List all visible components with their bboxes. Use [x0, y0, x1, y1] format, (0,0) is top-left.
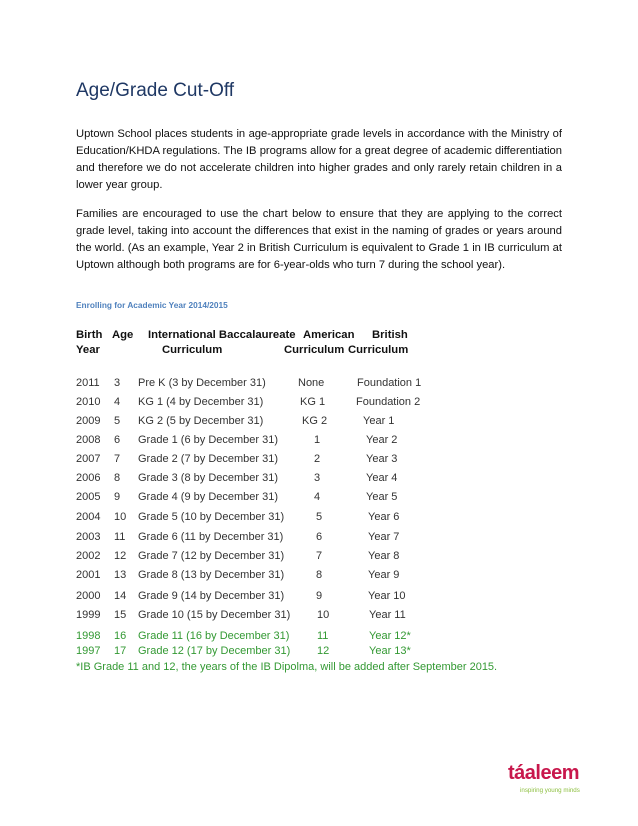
intro-paragraph: Uptown School places students in age-appropriate grade levels in accordance with the Ministry of Education/KHDA regulations. The IB programs allow for a great degree of academic differentiation and therefore we do not accelerate children into higher grades and only rarely retain children in a lower year group.: [76, 128, 562, 191]
cell-british: Year 7: [368, 531, 400, 543]
cell-age: 6: [114, 434, 121, 446]
cell-american: 1: [314, 434, 321, 446]
page-title: Age/Grade Cut-Off: [76, 80, 235, 101]
cell-ib: Grade 7 (12 by December 31): [138, 550, 285, 562]
cell-american: 2: [314, 453, 321, 465]
cell-american: 5: [316, 511, 323, 523]
cell-ib: KG 2 (5 by December 31): [138, 415, 264, 427]
cell-american: 9: [316, 590, 323, 602]
cell-birth-year: 2011: [76, 377, 100, 389]
cell-age: 16: [114, 630, 127, 642]
cell-birth-year: 2002: [76, 550, 101, 562]
cell-ib: Grade 5 (10 by December 31): [138, 511, 285, 523]
chart-paragraph: Families are encouraged to use the chart below to ensure that they are applying to the correct grade level, taking into account the differences that exist in the naming of grades or years around the world. (As an example, Year 2 in British Curriculum is equivalent to Grade 1 in IB curriculum at Uptown although both programs are for 6-year-olds who turn 7 during the school year).: [76, 208, 562, 271]
cell-age: 9: [114, 491, 121, 503]
cell-british: Year 1: [363, 415, 395, 427]
table-row: [0, 645, 638, 661]
cell-american: 12: [317, 645, 330, 657]
cell-birth-year: 2010: [76, 396, 101, 408]
cell-american: 8: [316, 569, 323, 581]
cell-british: Year 11: [369, 609, 406, 621]
cell-british: Year 12*: [369, 630, 411, 642]
logo-wordmark: táaleem: [508, 762, 579, 784]
cell-age: 4: [114, 396, 121, 408]
cell-ib: KG 1 (4 by December 31): [138, 396, 264, 408]
cell-birth-year: 2009: [76, 415, 101, 427]
table-row: [0, 396, 638, 412]
cell-ib: Grade 4 (9 by December 31): [138, 491, 279, 503]
table-row: [0, 472, 638, 488]
cell-ib: Grade 12 (17 by December 31): [138, 645, 291, 657]
table-row: [0, 453, 638, 469]
cell-ib: Grade 6 (11 by December 31): [138, 531, 284, 543]
header-age: Age: [112, 329, 134, 341]
cell-ib: Grade 8 (13 by December 31): [138, 569, 285, 581]
table-row: [0, 511, 638, 527]
cell-british: Year 10: [368, 590, 406, 602]
cell-ib: Grade 3 (8 by December 31): [138, 472, 279, 484]
table-row: [0, 377, 638, 393]
cell-birth-year: 1998: [76, 630, 101, 642]
cell-british: Year 2: [366, 434, 398, 446]
cell-american: 4: [314, 491, 321, 503]
cell-birth-year: 2005: [76, 491, 101, 503]
cell-age: 10: [114, 511, 127, 523]
cell-age: 13: [114, 569, 127, 581]
cell-american: 11: [317, 630, 329, 642]
cell-age: 8: [114, 472, 121, 484]
enrolling-label: Enrolling for Academic Year 2014/2015: [76, 300, 228, 310]
cell-ib: Grade 11 (16 by December 31): [138, 630, 290, 642]
cell-ib: Grade 2 (7 by December 31): [138, 453, 279, 465]
header-birth-year: Birth Year: [76, 329, 103, 356]
cell-birth-year: 2004: [76, 511, 101, 523]
cell-age: 11: [114, 531, 126, 543]
cell-age: 5: [114, 415, 121, 427]
cell-american: 3: [314, 472, 321, 484]
cell-birth-year: 2003: [76, 531, 101, 543]
cell-birth-year: 2007: [76, 453, 101, 465]
table-row: [0, 434, 638, 450]
table-row: [0, 569, 638, 585]
cell-birth-year: 1997: [76, 645, 101, 657]
table-row: [0, 609, 638, 625]
header-british: British Curriculum: [348, 329, 409, 356]
cell-british: Year 6: [368, 511, 400, 523]
taaleem-logo: [508, 762, 608, 802]
header-ib: International Baccalaureate Curriculum: [148, 329, 296, 356]
cell-american: KG 2: [302, 415, 328, 427]
footnote: *IB Grade 11 and 12, the years of the IB Dipolma, will be added after September 2015.: [76, 661, 498, 673]
table-row: [0, 630, 638, 646]
cell-american: 7: [316, 550, 323, 562]
cell-british: Year 5: [366, 491, 398, 503]
cell-british: Year 4: [366, 472, 398, 484]
cell-age: 7: [114, 453, 121, 465]
logo-tagline: inspiring young minds: [520, 787, 580, 794]
cell-birth-year: 2006: [76, 472, 101, 484]
cell-british: Foundation 1: [357, 377, 422, 389]
cell-age: 15: [114, 609, 127, 621]
cell-british: Foundation 2: [356, 396, 421, 408]
cell-age: 14: [114, 590, 127, 602]
table-row: [0, 550, 638, 566]
header-american: American Curriculum: [284, 329, 355, 356]
cell-american: 10: [317, 609, 330, 621]
cell-age: 3: [114, 377, 121, 389]
table-row: [0, 531, 638, 547]
cell-british: Year 9: [368, 569, 400, 581]
table-row: [0, 590, 638, 606]
cell-american: 6: [316, 531, 323, 543]
cell-british: Year 8: [368, 550, 400, 562]
cell-american: None: [298, 377, 325, 389]
cell-american: KG 1: [300, 396, 326, 408]
cell-birth-year: 2000: [76, 590, 101, 602]
cell-british: Year 3: [366, 453, 398, 465]
cell-age: 12: [114, 550, 127, 562]
cell-ib: Grade 9 (14 by December 31): [138, 590, 285, 602]
table-row: [0, 415, 638, 431]
cell-ib: Pre K (3 by December 31): [138, 377, 266, 389]
cell-ib: Grade 1 (6 by December 31): [138, 434, 279, 446]
table-row: [0, 491, 638, 507]
cell-age: 17: [114, 645, 127, 657]
cell-ib: Grade 10 (15 by December 31): [138, 609, 291, 621]
cell-british: Year 13*: [369, 645, 411, 657]
cell-birth-year: 2001: [76, 569, 101, 581]
cell-birth-year: 2008: [76, 434, 101, 446]
cell-birth-year: 1999: [76, 609, 101, 621]
